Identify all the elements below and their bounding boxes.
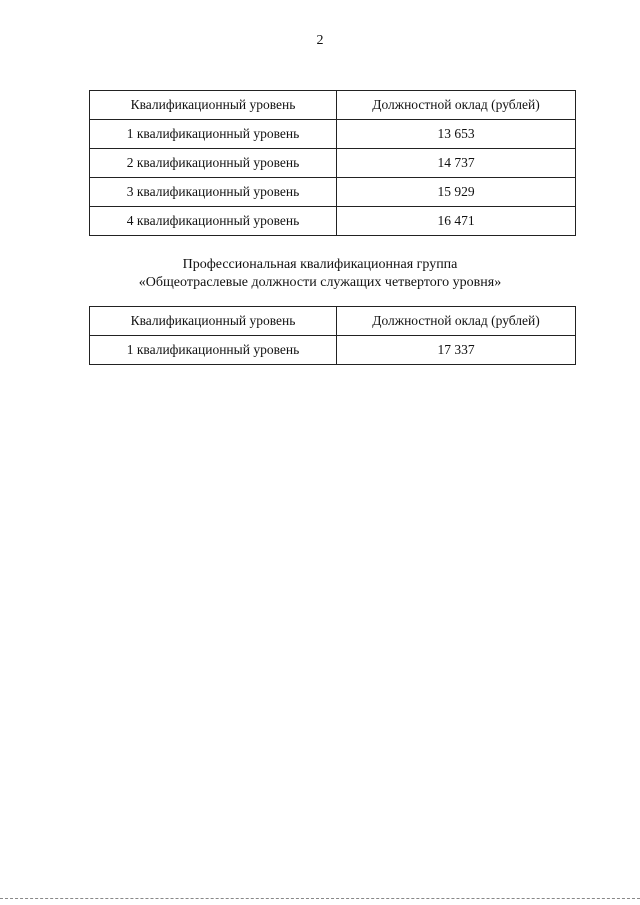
level-cell: 1 квалификационный уровень [90, 336, 337, 365]
salary-cell: 13 653 [337, 120, 576, 149]
salary-table-1 [89, 90, 576, 236]
page-number: 2 [316, 33, 324, 48]
table-row [90, 120, 576, 149]
table-row [90, 336, 576, 365]
group-heading-line1: Профессиональная квалификационная группа [182, 257, 458, 272]
header-salary: Должностной оклад (рублей) [337, 307, 576, 336]
bottom-rule [0, 898, 640, 899]
salary-table-2 [89, 306, 576, 365]
level-cell: 2 квалификационный уровень [90, 149, 337, 178]
table-row [90, 207, 576, 236]
table-header-row [90, 91, 576, 120]
header-level: Квалификационный уровень [90, 307, 337, 336]
salary-cell: 14 737 [337, 149, 576, 178]
table-header-row [90, 307, 576, 336]
group-heading-line2: «Общеотраслевые должности служащих четвертого уровня» [138, 275, 502, 290]
level-cell: 3 квалификационный уровень [90, 178, 337, 207]
table-row [90, 178, 576, 207]
table-row [90, 149, 576, 178]
salary-cell: 17 337 [337, 336, 576, 365]
header-level: Квалификационный уровень [90, 91, 337, 120]
level-cell: 4 квалификационный уровень [90, 207, 337, 236]
salary-cell: 15 929 [337, 178, 576, 207]
salary-cell: 16 471 [337, 207, 576, 236]
header-salary: Должностной оклад (рублей) [337, 91, 576, 120]
group-heading [0, 256, 640, 292]
level-cell: 1 квалификационный уровень [90, 120, 337, 149]
